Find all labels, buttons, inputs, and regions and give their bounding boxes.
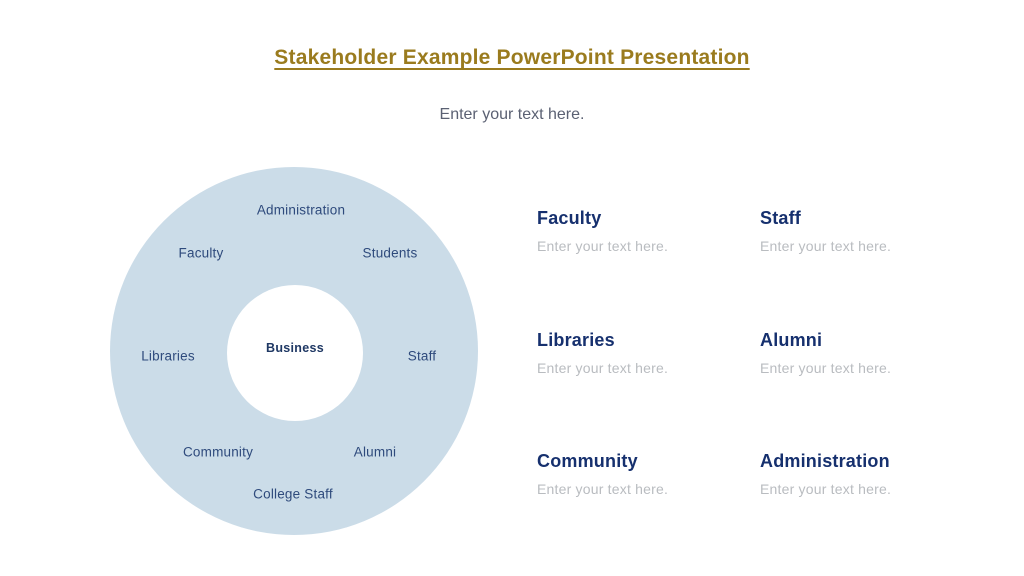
ring-label-students: Students [362,245,418,261]
detail-body-placeholder: Enter your text here. [537,360,669,376]
detail-heading-administration: Administration [760,451,890,471]
detail-body-placeholder: Enter your text here. [537,238,669,254]
donut-center-label: Business [266,341,324,355]
detail-body-placeholder: Enter your text here. [537,481,669,497]
detail-body-placeholder: Enter your text here. [760,481,892,497]
ring-label-faculty: Faculty [178,245,224,261]
detail-heading-alumni: Alumni [760,330,823,350]
detail-cell-community [537,451,747,497]
detail-cell-libraries [537,330,747,376]
slide-title-link[interactable]: Stakeholder Example PowerPoint Presentation [274,46,750,69]
ring-label-administration: Administration [256,202,346,218]
detail-heading-libraries: Libraries [537,330,615,350]
detail-heading-community: Community [537,451,638,471]
detail-cell-staff [760,208,970,254]
ring-label-staff: Staff [407,348,437,364]
detail-body-placeholder: Enter your text here. [760,360,892,376]
detail-body-placeholder: Enter your text here. [760,238,892,254]
detail-cell-administration [760,451,970,497]
detail-cell-alumni [760,330,970,376]
slide-subtitle-placeholder: Enter your text here. [439,106,585,123]
ring-label-community: Community [182,444,254,460]
detail-cell-faculty [537,208,747,254]
detail-heading-staff: Staff [760,208,801,228]
ring-label-libraries: Libraries [141,348,195,364]
ring-label-alumni: Alumni [353,444,397,460]
ring-label-college-staff: College Staff [253,486,333,502]
detail-heading-faculty: Faculty [537,208,602,228]
